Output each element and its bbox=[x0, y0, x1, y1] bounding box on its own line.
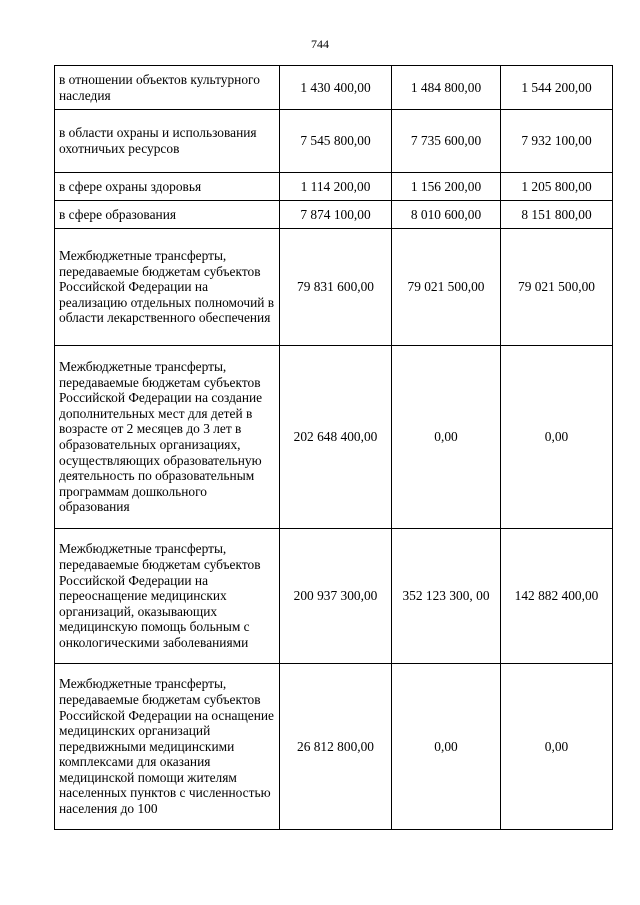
row-value-year-3: 1 205 800,00 bbox=[501, 173, 613, 201]
row-value-year-3: 0,00 bbox=[501, 346, 613, 529]
row-description: Межбюджетные трансферты, передаваемые бюджетам субъектов Российской Федерации на реализацию отдельных полномочий в области лекарственного обеспечения bbox=[55, 229, 280, 346]
row-description: Межбюджетные трансферты, передаваемые бюджетам субъектов Российской Федерации на оснащение медицинских организаций передвижными медицинскими комплексами для оказания медицинской помощи жителям населенных пунктов с численностью населения до 100 bbox=[55, 664, 280, 830]
table-row bbox=[55, 664, 613, 830]
row-value-year-2: 1 156 200,00 bbox=[392, 173, 501, 201]
table-row bbox=[55, 201, 613, 229]
row-value-year-1: 200 937 300,00 bbox=[280, 529, 392, 664]
row-description: в сфере образования bbox=[55, 201, 280, 229]
budget-table bbox=[54, 65, 613, 830]
row-value-year-1: 79 831 600,00 bbox=[280, 229, 392, 346]
row-value-year-1: 7 545 800,00 bbox=[280, 110, 392, 173]
row-value-year-2: 8 010 600,00 bbox=[392, 201, 501, 229]
row-value-year-2: 1 484 800,00 bbox=[392, 66, 501, 110]
row-value-year-3: 142 882 400,00 bbox=[501, 529, 613, 664]
row-value-year-2: 79 021 500,00 bbox=[392, 229, 501, 346]
row-description: в отношении объектов культурного наследия bbox=[55, 66, 280, 110]
table-row bbox=[55, 346, 613, 529]
table-row bbox=[55, 110, 613, 173]
table-row bbox=[55, 229, 613, 346]
row-value-year-3: 79 021 500,00 bbox=[501, 229, 613, 346]
row-value-year-1: 26 812 800,00 bbox=[280, 664, 392, 830]
page-number: 744 bbox=[311, 37, 329, 51]
row-value-year-2: 0,00 bbox=[392, 664, 501, 830]
table-row bbox=[55, 173, 613, 201]
row-description: Межбюджетные трансферты, передаваемые бюджетам субъектов Российской Федерации на создание дополнительных мест для детей в возрасте от 2 месяцев до 3 лет в образовательных организациях, осуществляющих образовательную деятельность по образовательным программам дошкольного образования bbox=[55, 346, 280, 529]
table-row bbox=[55, 66, 613, 110]
row-description: в области охраны и использования охотничьих ресурсов bbox=[55, 110, 280, 173]
row-value-year-3: 8 151 800,00 bbox=[501, 201, 613, 229]
row-value-year-1: 1 430 400,00 bbox=[280, 66, 392, 110]
row-value-year-3: 7 932 100,00 bbox=[501, 110, 613, 173]
row-value-year-3: 1 544 200,00 bbox=[501, 66, 613, 110]
row-value-year-1: 202 648 400,00 bbox=[280, 346, 392, 529]
row-value-year-2: 0,00 bbox=[392, 346, 501, 529]
row-value-year-1: 1 114 200,00 bbox=[280, 173, 392, 201]
row-description: Межбюджетные трансферты, передаваемые бюджетам субъектов Российской Федерации на переоснащение медицинских организаций, оказывающих медицинскую помощь больным с онкологическими заболеваниями bbox=[55, 529, 280, 664]
row-value-year-1: 7 874 100,00 bbox=[280, 201, 392, 229]
row-description: в сфере охраны здоровья bbox=[55, 173, 280, 201]
row-value-year-2: 352 123 300, 00 bbox=[392, 529, 501, 664]
row-value-year-2: 7 735 600,00 bbox=[392, 110, 501, 173]
row-value-year-3: 0,00 bbox=[501, 664, 613, 830]
table-row bbox=[55, 529, 613, 664]
